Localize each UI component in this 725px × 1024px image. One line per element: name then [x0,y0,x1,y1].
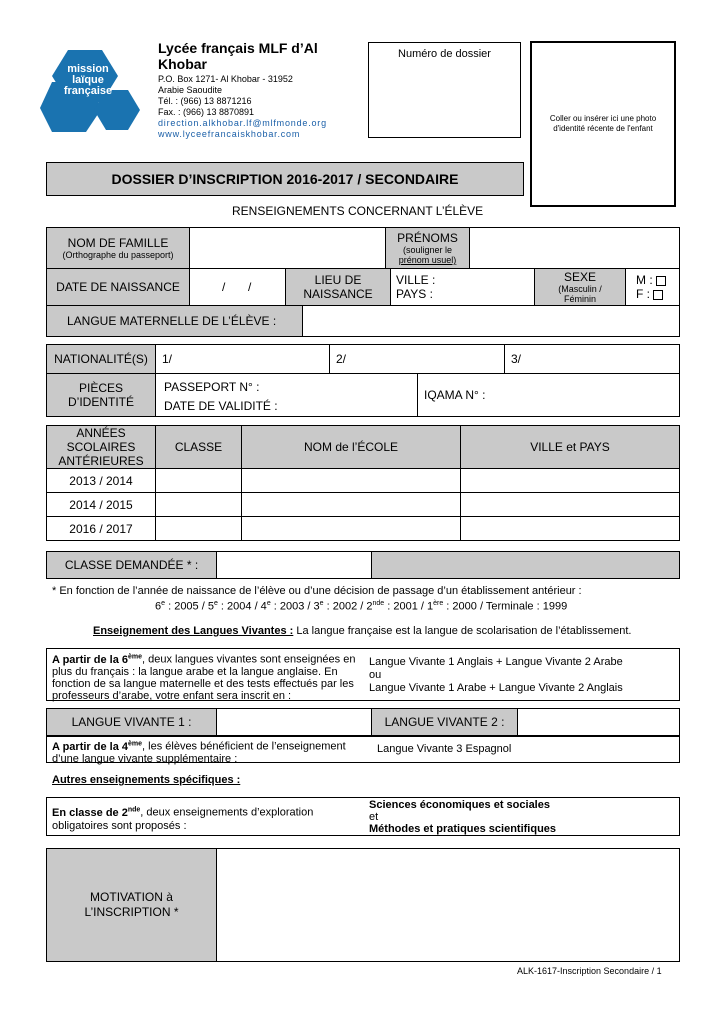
langue-field[interactable] [302,305,680,337]
prenoms-field[interactable] [469,227,680,269]
sexe-sub-1: (Masculin / [558,284,602,294]
motivation-label: MOTIVATION à L’INSCRIPTION * [84,890,179,919]
autres-bold: En classe de 2nde [52,806,141,819]
langues-box1-text [52,651,360,702]
sexe-m-label: M : [636,273,653,287]
validity-label: DATE DE VALIDITÉ : [164,399,278,413]
motivation-label-cell [46,848,217,962]
school-fax: Fax. : (966) 13 8870891 [158,107,255,117]
classe-demandee-label-cell [46,551,217,579]
langue-label-cell [46,305,303,337]
dossier-number-box[interactable] [368,42,521,138]
sexe-f-label: F : [636,287,650,301]
dossier-number-label: Numéro de dossier [398,48,491,60]
lv1-label-cell [46,708,217,736]
prenoms-sub-1: (souligner le [402,245,453,255]
dob-slash-2: / [248,280,252,294]
nationality-1-label: 1/ [162,352,173,366]
prenoms-sub-2: prénom usuel) [398,255,457,265]
identity-label-cell [46,373,156,417]
nom-label-cell [46,227,190,269]
nationality-field-3[interactable] [504,344,680,374]
section-subtitle: RENSEIGNEMENTS CONCERNANT L’ÉLÈVE [232,204,484,218]
history-ecole-3[interactable] [241,516,461,541]
langue-label: LANGUE MATERNELLE DE L’ÉLÈVE : [67,314,277,328]
lieu-field[interactable] [390,268,535,306]
prenoms-label-cell [385,227,470,269]
autres-et: et [369,811,379,823]
autres-text [52,803,332,833]
autres-body: , deux enseignements d’exploration obligatoires sont proposés : [52,806,314,832]
history-ville-3[interactable] [460,516,680,541]
history-header-ville: VILLE et PAYS [460,425,680,469]
sexe-label: SEXE [563,270,596,284]
langues-heading: Enseignement des Langues Vivantes : [93,625,294,637]
autres-options [369,799,556,835]
classe-demandee-field[interactable] [216,551,372,579]
school-address-1: P.O. Box 1271- Al Khobar - 31952 [158,74,293,84]
page-title: DOSSIER D’INSCRIPTION 2016-2017 / SECONDAIRE [111,171,459,187]
lv1-label: LANGUE VIVANTE 1 : [71,715,192,729]
dob-label: DATE DE NAISSANCE [56,280,180,294]
passport-field[interactable] [155,373,418,417]
school-info [158,40,358,140]
langues-ou: ou [369,669,382,681]
lv2-label: LANGUE VIVANTE 2 : [384,715,505,729]
lieu-label-1: LIEU DE [314,273,362,287]
langues-option-3[interactable]: Langue Vivante 3 Espagnol [377,743,512,755]
lv2-label-cell [371,708,518,736]
history-ecole-2[interactable] [241,492,461,517]
history-header-classe: CLASSE [155,425,242,469]
history-ecole-1[interactable] [241,468,461,493]
nationality-3-label: 3/ [511,352,522,366]
sexe-m-checkbox[interactable] [656,276,666,286]
history-year-3: 2016 / 2017 [46,516,156,541]
history-header-ecole: NOM de l’ÉCOLE [241,425,461,469]
school-tel: Tél. : (966) 13 8871216 [158,96,252,106]
lieu-label-2: NAISSANCE [303,287,373,301]
dob-field[interactable] [189,268,286,306]
school-logo [40,46,150,136]
photo-instructions: Coller ou insérer ici une photo d'identité récente de l'enfant [549,114,657,133]
identity-label-1: PIÈCES [78,381,123,395]
pays-label: PAYS : [396,287,433,301]
dob-slash-1: / [222,280,226,294]
langues-box1-bold: A partir de la 6ème [52,653,143,666]
school-name-2: Khobar [158,56,207,72]
school-address-2: Arabie Saoudite [158,85,223,95]
autres-box [46,797,680,836]
nom-field[interactable] [189,227,386,269]
classe-demandee-label: CLASSE DEMANDÉE * : [64,558,199,572]
nationality-field-2[interactable] [329,344,505,374]
history-year-1: 2013 / 2014 [46,468,156,493]
sexe-label-cell [534,268,626,306]
history-year-2: 2014 / 2015 [46,492,156,517]
passport-label: PASSEPORT N° : [164,380,260,394]
age-note-line-1: * En fonction de l’année de naissance de l’élève ou d’une décision de passage d’un établissement antérieur : [52,585,582,597]
photo-box[interactable] [530,41,676,207]
lv2-field[interactable] [517,708,680,736]
langues-box-2 [46,736,680,763]
nationality-2-label: 2/ [336,352,347,366]
nationality-label-cell [46,344,156,374]
langues-box1-body: , deux langues vivantes sont enseignées en plus du français : la langue arabe et la langue anglaise. En fonction de sa langue maternelle et des tests effectués par les professeurs d’arabe, votre enfant sera inscrit en : [52,653,356,702]
history-ville-2[interactable] [460,492,680,517]
langues-options [369,656,669,695]
dob-label-cell [46,268,190,306]
school-website[interactable]: www.lyceefrancaiskhobar.com [158,129,301,139]
langues-heading-line [93,625,693,637]
langues-heading-rest: La langue française est la langue de scolarisation de l’établissement. [293,625,632,637]
langues-box2-bold: A partir de la 4ème [52,740,143,753]
autres-option-2[interactable]: Méthodes et pratiques scientifiques [369,823,557,835]
page-title-box [46,162,524,196]
autres-option-1[interactable]: Sciences économiques et sociales [369,799,550,811]
history-classe-2[interactable] [155,492,242,517]
history-header-years: ANNÉES SCOLAIRES ANTÉRIEURES [46,425,156,469]
logo-text-3: française [63,85,113,97]
history-classe-1[interactable] [155,468,242,493]
nationality-label: NATIONALITÉ(S) [54,352,148,366]
nom-sub: (Orthographe du passeport) [62,250,174,260]
identity-label-2: D’IDENTITÉ [68,395,134,409]
prenoms-label: PRÉNOMS [397,231,458,245]
motivation-field[interactable] [216,848,680,962]
history-classe-3[interactable] [155,516,242,541]
ville-label: VILLE : [396,273,436,287]
nationality-field-1[interactable] [155,344,330,374]
history-ville-1[interactable] [460,468,680,493]
sexe-f-checkbox[interactable] [653,290,663,300]
logo-text-2: laïque [72,74,104,86]
age-note-line-2: 6e : 2005 / 5e : 2004 / 4e : 2003 / 3e : 2002 / 2nde : 2001 / 1ère : 2000 / Terminale : 1999 [155,600,568,613]
langues-box-1 [46,648,680,701]
classe-demandee-gray-cell [371,551,680,579]
lv1-field[interactable] [216,708,372,736]
school-name-1: Lycée français MLF d’Al [158,40,318,56]
sexe-sub-2: Féminin [563,294,596,304]
autres-heading: Autres enseignements spécifiques : [52,774,241,786]
iqama-field[interactable] [417,373,680,417]
logo-text-1: mission [67,63,109,75]
langues-box2-text [52,738,352,765]
nom-label: NOM DE FAMILLE [67,236,169,250]
lieu-label-cell [285,268,391,306]
sexe-field [625,268,680,306]
school-email[interactable]: direction.alkhobar.lf@mlfmonde.org [158,118,327,128]
iqama-label: IQAMA N° : [424,388,486,402]
langues-option-2[interactable]: Langue Vivante 1 Arabe + Langue Vivante 2 Anglais [369,682,623,694]
footer-ref: ALK-1617-Inscription Secondaire / 1 [517,966,662,976]
langues-box2-body: , les élèves bénéficient de l’enseignement d’une langue vivante supplémentaire : [52,740,346,765]
langues-option-1[interactable]: Langue Vivante 1 Anglais + Langue Vivante 2 Arabe [369,656,623,668]
